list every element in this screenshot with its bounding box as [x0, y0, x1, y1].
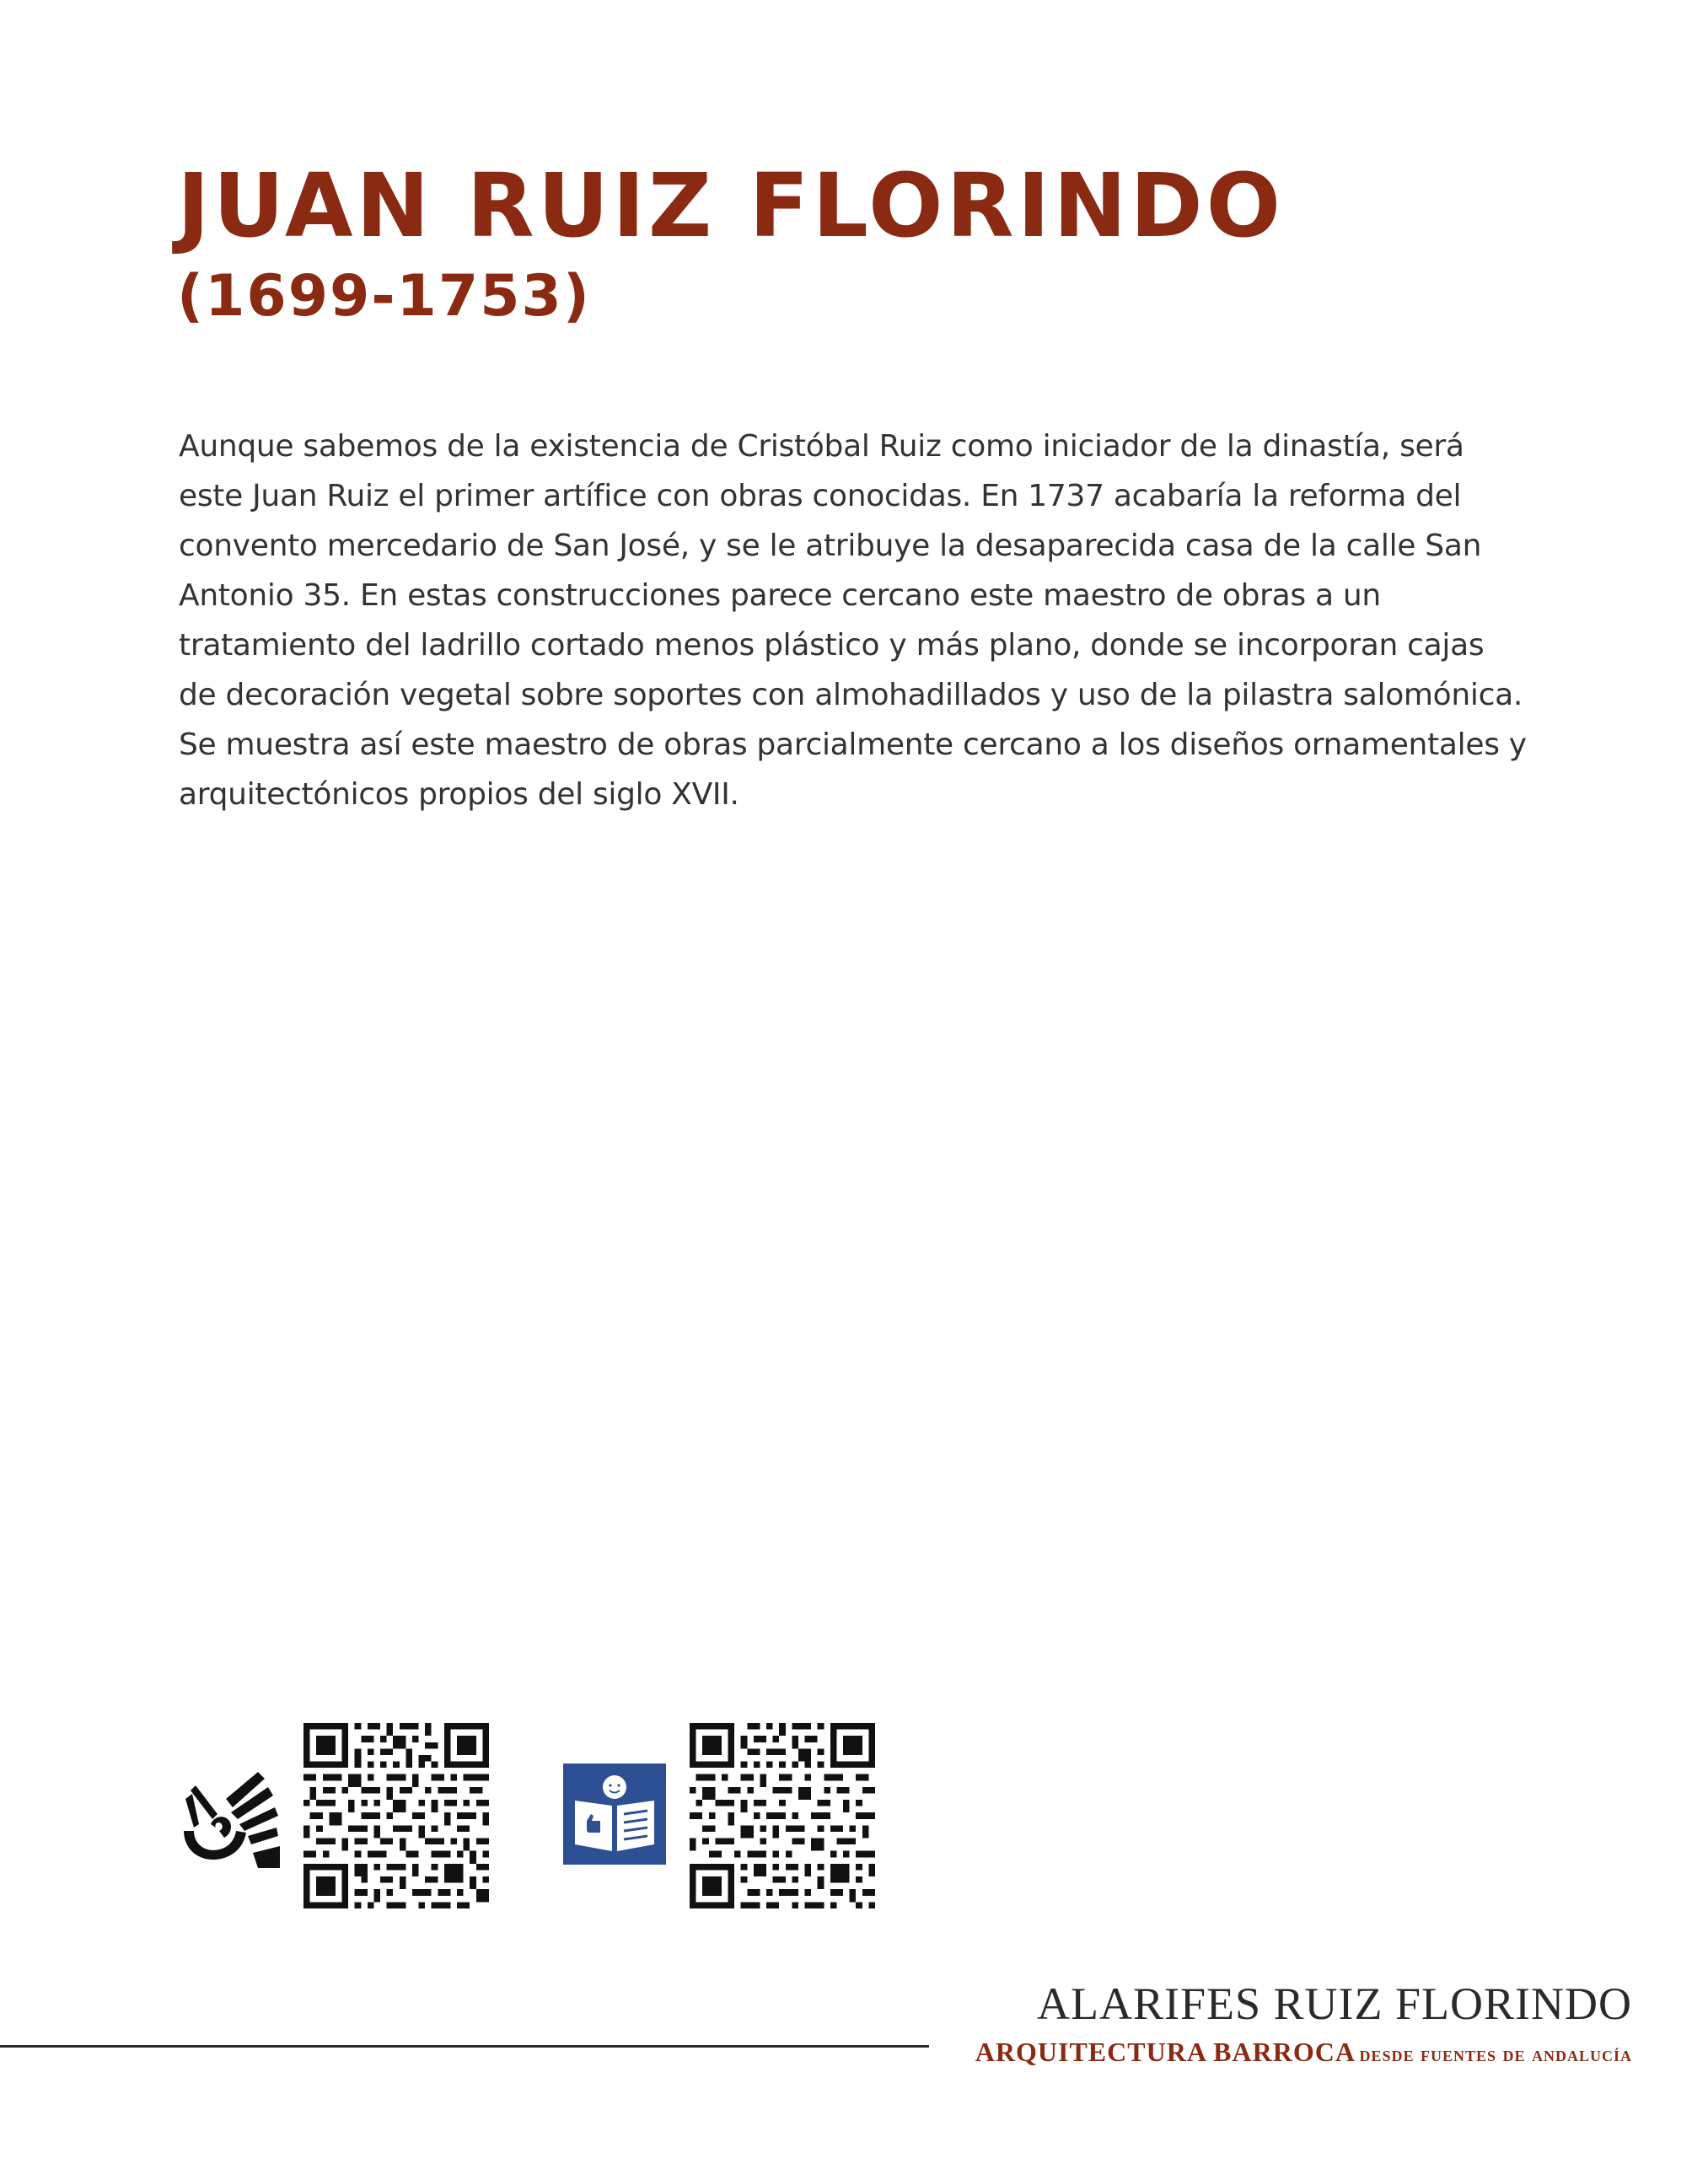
brand-subtitle-strong: ARQUITECTURA BARROCA: [975, 2037, 1356, 2067]
easy-read-icon: [563, 1763, 666, 1865]
qr-code-easy-read[interactable]: [690, 1723, 875, 1908]
page-subtitle-dates: (1699-1753): [177, 263, 591, 330]
body-paragraph: Aunque sabemos de la existencia de Cristóbal Ruiz como iniciador de la dinastía, será este Juan Ruiz el primer artífice con obras conocidas. En 1737 acabaría la reforma del convento mercedario de San José, y se le atribuye la desaparecida casa de la calle San Antonio 35. En estas construcciones parece cercano este maestro de obras a un tratamiento del ladrillo cortado menos plástico y más plano, donde se incorporan cajas de decoración vegetal sobre soportes con almohadillados y uso de la pilastra salomónica. Se muestra así este maestro de obras parcialmente cercano a los diseños ornamentales y arquitectónicos propios del siglo XVII.: [179, 429, 1527, 812]
qr-code-sign-language[interactable]: [303, 1723, 489, 1908]
footer-divider: [0, 2045, 929, 2048]
page-title: JUAN RUIZ FLORINDO: [177, 154, 1285, 257]
accessibility-section: [177, 1723, 936, 1917]
brand-subtitle-rest: desde fuentes de andalucía: [1359, 2042, 1632, 2066]
brand-name: ALARIFES RUIZ FLORINDO: [1036, 1978, 1632, 2029]
brand-subtitle: [975, 2038, 1632, 2065]
footer-brand: [975, 1978, 1632, 2067]
sign-language-hands-icon: [177, 1765, 282, 1871]
